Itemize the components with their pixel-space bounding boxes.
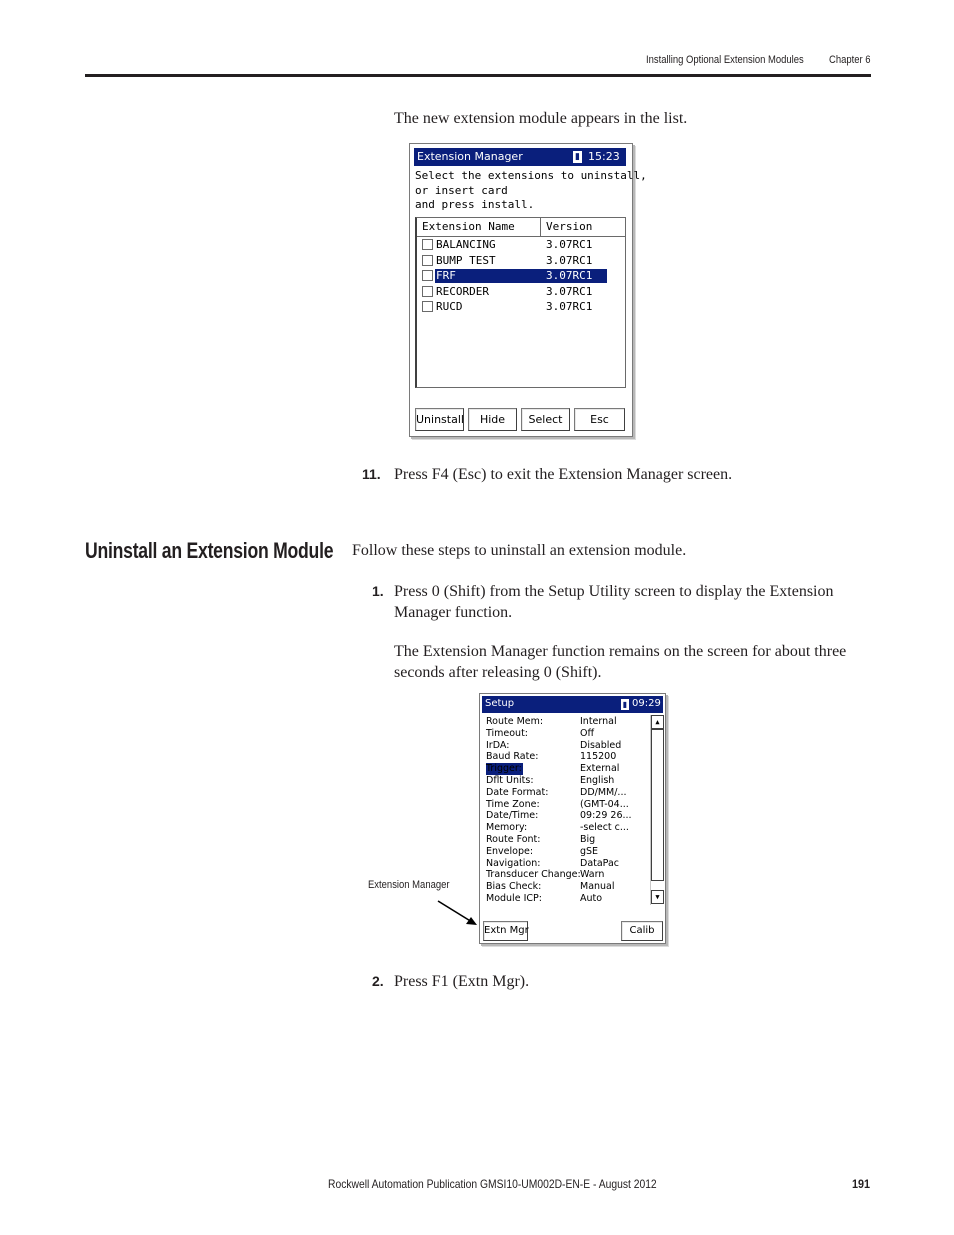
setting-label: Timeout: bbox=[486, 727, 529, 739]
setting-value: Auto bbox=[580, 892, 603, 904]
column-header-version[interactable] bbox=[541, 218, 625, 237]
setting-label: Date Format: bbox=[486, 786, 549, 798]
setting-row[interactable] bbox=[486, 881, 646, 893]
uninstall-button[interactable]: Uninstall bbox=[415, 408, 464, 431]
setting-label: Envelope: bbox=[486, 845, 534, 857]
extension-name: BALANCING bbox=[436, 238, 496, 251]
step-1-note: The Extension Manager function remains on the screen for about three seconds after releasing 0 (Shift). bbox=[394, 643, 847, 681]
setting-label: Route Font: bbox=[486, 833, 541, 845]
extension-name: BUMP TEST bbox=[436, 253, 496, 267]
list-item[interactable] bbox=[420, 254, 608, 268]
setting-row[interactable] bbox=[486, 787, 646, 799]
extension-name: FRF bbox=[436, 269, 456, 282]
setting-value: Big bbox=[580, 833, 596, 845]
list-item[interactable] bbox=[420, 285, 608, 299]
setting-value: Off bbox=[580, 727, 595, 739]
ext-instruction-line: or insert card bbox=[415, 183, 508, 197]
list-item[interactable] bbox=[420, 238, 608, 252]
setting-value: English bbox=[580, 774, 615, 786]
setting-label: Transducer Change: bbox=[486, 869, 581, 881]
extension-version: 3.07RC1 bbox=[546, 300, 593, 313]
step-number-2: 2. bbox=[372, 973, 384, 989]
extension-version: 3.07RC1 bbox=[546, 238, 593, 251]
setting-value: Disabled bbox=[580, 739, 622, 751]
extension-version: 3.07RC1 bbox=[546, 269, 593, 282]
setting-row[interactable] bbox=[486, 740, 646, 752]
setup-settings-list bbox=[486, 716, 646, 905]
battery-icon: ▮ bbox=[622, 700, 628, 709]
extension-name: RECORDER bbox=[436, 284, 489, 298]
setting-value: 09:29 26... bbox=[580, 810, 632, 822]
extension-list[interactable] bbox=[415, 217, 626, 388]
setting-label: Memory: bbox=[486, 822, 528, 834]
setup-title: Setup bbox=[485, 698, 515, 709]
list-item-selected[interactable] bbox=[420, 269, 608, 283]
setting-row[interactable] bbox=[486, 716, 646, 728]
setting-value: (GMT-04... bbox=[580, 798, 629, 810]
setting-value: DataPac bbox=[580, 857, 620, 869]
ext-instruction-line: Select the extensions to uninstall, bbox=[415, 169, 647, 182]
section-intro: Follow these steps to uninstall an extension module. bbox=[352, 542, 687, 559]
list-item[interactable] bbox=[420, 300, 608, 314]
extension-version: 3.07RC1 bbox=[546, 253, 593, 267]
scrollbar[interactable] bbox=[650, 715, 664, 905]
setting-row[interactable] bbox=[486, 728, 646, 740]
step-number-1: 1. bbox=[372, 583, 384, 599]
battery-icon: ▮ bbox=[573, 151, 582, 163]
scroll-down-arrow-icon[interactable]: ▼ bbox=[651, 890, 664, 904]
column-header-name[interactable] bbox=[417, 218, 541, 237]
setting-row[interactable] bbox=[486, 775, 646, 787]
setting-row[interactable] bbox=[486, 751, 646, 763]
setting-row[interactable] bbox=[486, 799, 646, 811]
ext-clock: 15:23 bbox=[588, 150, 620, 163]
calib-button[interactable]: Calib bbox=[621, 921, 663, 941]
setting-label: Bias Check: bbox=[486, 881, 542, 893]
setting-row-selected[interactable] bbox=[486, 763, 646, 775]
setting-row[interactable] bbox=[486, 846, 646, 858]
checkbox[interactable] bbox=[422, 255, 433, 266]
section-heading: Uninstall an Extension Module bbox=[85, 538, 334, 563]
setting-row[interactable] bbox=[486, 858, 646, 870]
setup-title-bar bbox=[482, 696, 663, 713]
step-1-text: Press 0 (Shift) from the Setup Utility screen to display the Extension Manager function. bbox=[394, 583, 834, 621]
scrollbar-thumb[interactable] bbox=[651, 729, 664, 881]
column-header-version-label: Version bbox=[546, 220, 593, 233]
setting-label: Navigation: bbox=[486, 857, 541, 869]
setting-value: -select c... bbox=[580, 822, 629, 834]
setting-value: Manual bbox=[580, 881, 615, 893]
ext-title: Extension Manager bbox=[417, 150, 523, 163]
esc-button[interactable]: Esc bbox=[574, 408, 625, 431]
setting-label: Trigger: bbox=[486, 763, 522, 775]
page-number: 191 bbox=[852, 1177, 871, 1191]
setting-row[interactable] bbox=[486, 822, 646, 834]
setting-value: External bbox=[580, 763, 620, 775]
select-button[interactable]: Select bbox=[521, 408, 570, 431]
step-2-text: Press F1 (Extn Mgr). bbox=[394, 973, 530, 990]
setting-value: 115200 bbox=[580, 751, 617, 763]
setting-value: Warn bbox=[580, 869, 605, 881]
header-chapter: Chapter 6 bbox=[829, 54, 871, 66]
checkbox[interactable] bbox=[422, 286, 433, 297]
ext-instructions bbox=[415, 169, 647, 213]
intro-text: The new extension module appears in the list. bbox=[394, 110, 688, 127]
setting-row[interactable] bbox=[486, 834, 646, 846]
checkbox[interactable] bbox=[422, 301, 433, 312]
header-section-title: Installing Optional Extension Modules bbox=[646, 54, 804, 66]
setting-label: IrDA: bbox=[486, 739, 510, 751]
footer-publication: Rockwell Automation Publication GMSI10-UM002D-EN-E - August 2012 bbox=[328, 1177, 657, 1191]
step-11-text: Press F4 (Esc) to exit the Extension Manager screen. bbox=[394, 466, 733, 483]
setting-value: DD/MM/... bbox=[580, 786, 627, 798]
setting-row[interactable] bbox=[486, 893, 646, 905]
setting-value: gSE bbox=[580, 845, 599, 857]
setting-label: Dflt Units: bbox=[486, 774, 534, 786]
setting-label: Date/Time: bbox=[486, 810, 539, 822]
extn-mgr-button[interactable]: Extn Mgr bbox=[483, 921, 528, 941]
setup-screen bbox=[479, 693, 666, 944]
column-header-name-label: Extension Name bbox=[422, 220, 515, 233]
header-rule bbox=[85, 74, 871, 77]
callout-arrow-icon bbox=[430, 895, 482, 929]
step-number-11: 11. bbox=[362, 466, 381, 482]
setting-row[interactable] bbox=[486, 810, 646, 822]
checkbox[interactable] bbox=[422, 239, 433, 250]
extension-manager-screen bbox=[409, 143, 647, 437]
setting-row[interactable] bbox=[486, 869, 646, 881]
setting-label: Module ICP: bbox=[486, 892, 542, 904]
extension-version: 3.07RC1 bbox=[546, 284, 593, 298]
setting-label: Time Zone: bbox=[486, 798, 540, 810]
setting-label: Route Mem: bbox=[486, 716, 544, 727]
extension-name: RUCD bbox=[436, 300, 463, 313]
hide-button[interactable]: Hide bbox=[468, 408, 517, 431]
setting-label: Baud Rate: bbox=[486, 751, 539, 763]
checkbox[interactable] bbox=[422, 270, 433, 281]
scroll-up-arrow-icon[interactable]: ▲ bbox=[651, 715, 664, 729]
setup-clock: 09:29 bbox=[632, 698, 661, 709]
callout-label: Extension Manager bbox=[368, 879, 450, 891]
ext-title-bar bbox=[414, 148, 626, 166]
ext-instruction-line: and press install. bbox=[415, 198, 535, 211]
setting-value: Internal bbox=[580, 716, 617, 727]
